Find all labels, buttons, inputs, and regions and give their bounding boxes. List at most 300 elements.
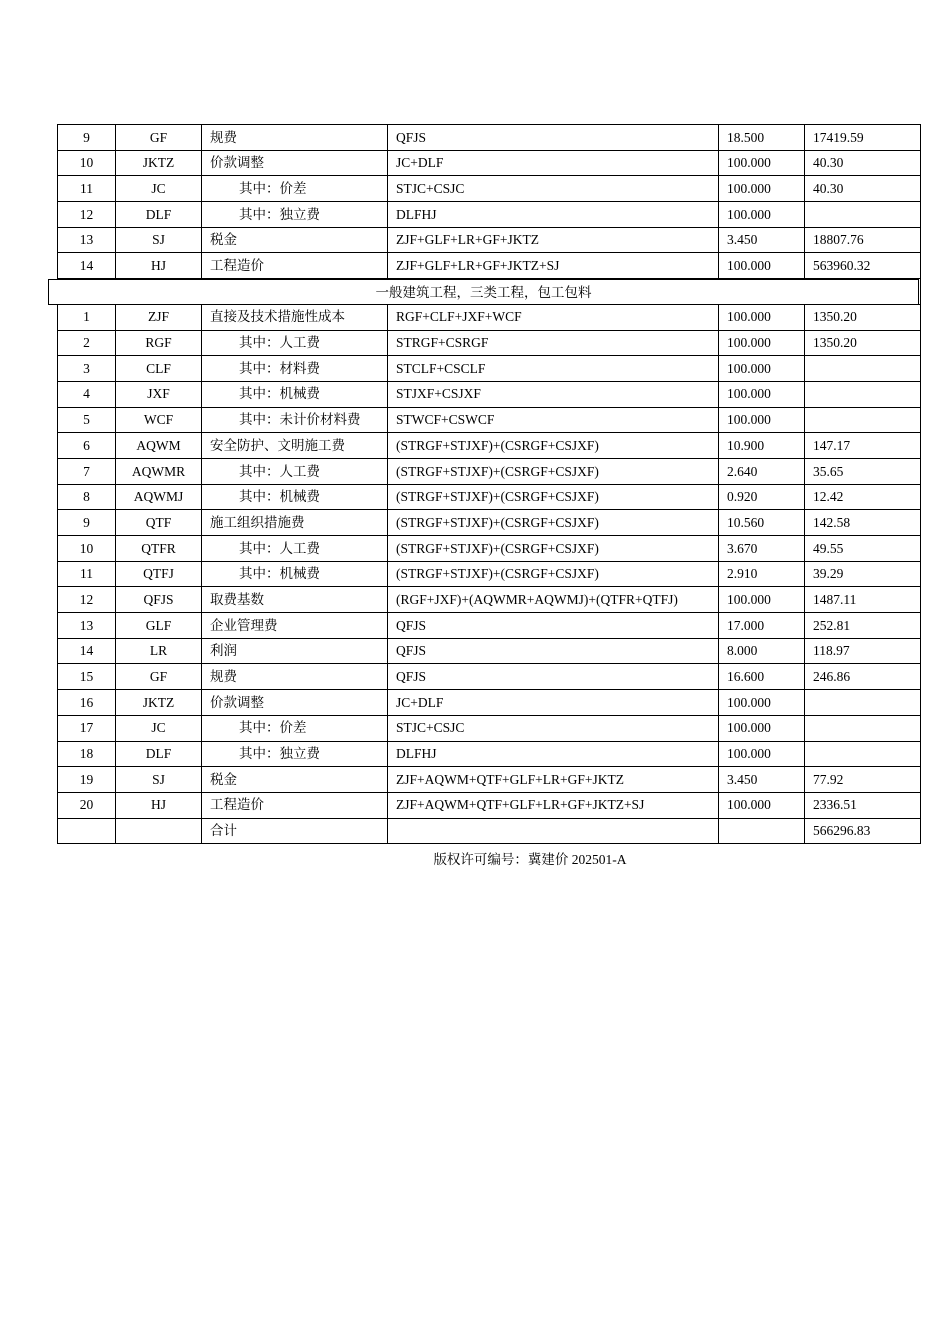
cell-text: (STRGF+STJXF)+(CSRGF+CSJXF) — [396, 489, 599, 505]
row-amount-cell — [805, 741, 921, 767]
cell-text: 其中：机械费 — [239, 489, 320, 505]
row-amount-cell — [805, 587, 921, 613]
cell-text: (STRGF+STJXF)+(CSRGF+CSJXF) — [396, 514, 599, 530]
table-row — [58, 253, 921, 279]
row-seq-cell — [58, 150, 116, 176]
cell-text: 566296.83 — [813, 823, 871, 839]
row-formula-cell — [388, 587, 719, 613]
row-amount-cell — [805, 767, 921, 793]
cell-text: 147.17 — [813, 437, 851, 453]
cell-text: (RGF+JXF)+(AQWMR+AQWMJ)+(QTFR+QTFJ) — [396, 591, 678, 607]
row-amount-cell — [805, 330, 921, 356]
row-code-cell — [116, 767, 202, 793]
row-name-cell — [202, 304, 388, 330]
row-seq-cell — [58, 458, 116, 484]
cell-text: 2 — [83, 335, 90, 351]
row-code-cell — [116, 613, 202, 639]
cell-text: 39.29 — [813, 566, 844, 582]
cell-text: 100.000 — [727, 360, 771, 376]
cell-text: 其中：价差 — [239, 720, 307, 736]
cell-text: 10 — [79, 540, 94, 556]
cell-text: 规费 — [210, 669, 237, 685]
cell-text: 9 — [83, 514, 90, 530]
cell-text: JXF — [147, 386, 170, 402]
cell-text: 取费基数 — [210, 591, 264, 607]
row-amount-cell — [805, 510, 921, 536]
row-formula-cell — [388, 433, 719, 459]
cell-text: 100.000 — [727, 206, 771, 222]
cell-text: 118.97 — [813, 643, 850, 659]
cell-text: 100.000 — [727, 797, 771, 813]
cell-text: 77.92 — [813, 771, 844, 787]
row-seq-cell — [58, 587, 116, 613]
row-code-cell — [116, 818, 202, 844]
cell-text: 40.30 — [813, 180, 844, 196]
row-code-cell — [116, 356, 202, 382]
cell-text: 其中：机械费 — [239, 386, 320, 402]
row-name-cell — [202, 356, 388, 382]
row-name-cell — [202, 484, 388, 510]
table-row — [58, 767, 921, 793]
row-seq-cell — [58, 638, 116, 664]
cell-text: 直接及技术措施性成本 — [210, 309, 345, 325]
row-code-cell — [116, 664, 202, 690]
cell-text: ZJF+GLF+LR+GF+JKTZ+SJ — [396, 258, 560, 274]
row-formula-cell — [388, 767, 719, 793]
cell-text: DLF — [145, 746, 172, 762]
row-seq-cell — [58, 536, 116, 562]
table-row — [58, 458, 921, 484]
row-seq-cell — [58, 330, 116, 356]
row-name-cell — [202, 536, 388, 562]
row-rate-cell — [719, 253, 805, 279]
table-row — [58, 561, 921, 587]
row-amount-cell — [805, 176, 921, 202]
cell-text: JKTZ — [142, 155, 175, 171]
row-rate-cell — [719, 304, 805, 330]
cell-text: 规费 — [210, 129, 237, 145]
row-formula-cell — [388, 458, 719, 484]
cell-text: JKTZ — [142, 694, 175, 710]
row-code-cell — [116, 638, 202, 664]
table-row — [58, 356, 921, 382]
cell-text: QFJS — [396, 643, 427, 659]
row-amount-cell — [805, 484, 921, 510]
cell-text: DLFHJ — [396, 206, 437, 222]
row-rate-cell — [719, 433, 805, 459]
row-rate-cell — [719, 330, 805, 356]
row-amount-cell — [805, 381, 921, 407]
row-formula-cell — [388, 818, 719, 844]
cell-text: SJ — [152, 771, 165, 787]
cell-text: 2.910 — [727, 566, 758, 582]
cell-text: (STRGF+STJXF)+(CSRGF+CSJXF) — [396, 540, 599, 556]
table-row — [58, 330, 921, 356]
row-seq-cell — [58, 741, 116, 767]
cell-text: 企业管理费 — [210, 617, 278, 633]
cell-text: STJXF+CSJXF — [396, 386, 481, 402]
row-rate-cell — [719, 613, 805, 639]
row-seq-cell — [58, 227, 116, 253]
cell-text: LR — [149, 643, 168, 659]
cell-text: (STRGF+STJXF)+(CSRGF+CSJXF) — [396, 437, 599, 453]
row-formula-cell — [388, 330, 719, 356]
row-code-cell — [116, 407, 202, 433]
row-name-cell — [202, 767, 388, 793]
row-amount-cell — [805, 433, 921, 459]
row-amount-cell — [805, 458, 921, 484]
row-seq-cell — [58, 253, 116, 279]
row-formula-cell — [388, 792, 719, 818]
cell-text: 18 — [79, 746, 94, 762]
cell-text: 3 — [83, 360, 90, 376]
table-row — [58, 510, 921, 536]
cell-text: 合计 — [210, 823, 237, 839]
cell-text: STWCF+CSWCF — [396, 412, 495, 428]
row-rate-cell — [719, 458, 805, 484]
row-formula-cell — [388, 125, 719, 151]
row-amount-cell — [805, 613, 921, 639]
table-row — [58, 407, 921, 433]
cell-text: 工程造价 — [210, 258, 264, 274]
cell-text: 利润 — [210, 643, 237, 659]
cell-text: 其中：人工费 — [239, 540, 320, 556]
row-formula-cell — [388, 202, 719, 228]
row-name-cell — [202, 150, 388, 176]
row-formula-cell — [388, 510, 719, 536]
row-formula-cell — [388, 227, 719, 253]
row-name-cell — [202, 433, 388, 459]
row-code-cell — [116, 381, 202, 407]
row-name-cell — [202, 381, 388, 407]
cell-text: 246.86 — [813, 669, 851, 685]
row-seq-cell — [58, 381, 116, 407]
row-seq-cell — [58, 561, 116, 587]
cell-text: QFJS — [143, 591, 174, 607]
row-formula-cell — [388, 561, 719, 587]
row-code-cell — [116, 741, 202, 767]
row-code-cell — [116, 561, 202, 587]
row-formula-cell — [388, 690, 719, 716]
cell-text: GLF — [145, 617, 172, 633]
row-code-cell — [116, 484, 202, 510]
row-code-cell — [116, 690, 202, 716]
row-rate-cell — [719, 715, 805, 741]
cell-text: 其中：独立费 — [239, 746, 320, 762]
cell-text: 1487.11 — [813, 591, 857, 607]
cell-text: AQWMR — [131, 463, 186, 479]
cell-text: 13 — [79, 617, 94, 633]
row-formula-cell — [388, 407, 719, 433]
row-code-cell — [116, 125, 202, 151]
table-row — [58, 715, 921, 741]
cell-text: RGF+CLF+JXF+WCF — [396, 309, 522, 325]
cell-text: 3.450 — [727, 232, 758, 248]
cell-text: 价款调整 — [210, 155, 264, 171]
row-seq-cell — [58, 176, 116, 202]
cell-text: 20 — [79, 797, 94, 813]
table-row — [58, 227, 921, 253]
row-name-cell — [202, 818, 388, 844]
row-formula-cell — [388, 613, 719, 639]
row-seq-cell — [58, 407, 116, 433]
table-row — [58, 613, 921, 639]
cell-text: 14 — [79, 643, 94, 659]
table-row — [58, 381, 921, 407]
row-rate-cell — [719, 767, 805, 793]
cell-text: 100.000 — [727, 694, 771, 710]
cell-text: SJ — [152, 232, 165, 248]
cell-text: JC+DLF — [396, 694, 444, 710]
row-amount-cell — [805, 150, 921, 176]
row-rate-cell — [719, 792, 805, 818]
cell-text: 10.900 — [727, 437, 765, 453]
row-amount-cell — [805, 227, 921, 253]
table-row — [58, 304, 921, 330]
row-seq-cell — [58, 664, 116, 690]
row-formula-cell — [388, 664, 719, 690]
cell-text: 100.000 — [727, 155, 771, 171]
row-rate-cell — [719, 381, 805, 407]
cell-text: 12 — [79, 206, 94, 222]
cell-text: 1350.20 — [813, 335, 857, 351]
cell-text: 3.670 — [727, 540, 758, 556]
row-code-cell — [116, 176, 202, 202]
copyright-note: 版权许可编号：冀建价 202501-A — [433, 852, 627, 867]
row-name-cell — [202, 587, 388, 613]
row-code-cell — [116, 304, 202, 330]
row-seq-cell — [58, 202, 116, 228]
row-seq-cell — [58, 792, 116, 818]
cell-text: 8 — [83, 489, 90, 505]
row-name-cell — [202, 458, 388, 484]
table-row — [58, 150, 921, 176]
cell-text: 19 — [79, 771, 94, 787]
row-amount-cell — [805, 792, 921, 818]
row-seq-cell — [58, 125, 116, 151]
cell-text: 100.000 — [727, 180, 771, 196]
cell-text: 18.500 — [727, 129, 765, 145]
cell-text: 11 — [80, 180, 93, 196]
row-amount-cell — [805, 664, 921, 690]
cell-text: 100.000 — [727, 309, 771, 325]
cell-text: 17.000 — [727, 617, 765, 633]
cell-text: 1350.20 — [813, 309, 857, 325]
cell-text: STRGF+CSRGF — [396, 335, 489, 351]
cell-text: 142.58 — [813, 514, 851, 530]
cell-text: HJ — [150, 797, 166, 813]
cell-text: CLF — [146, 360, 171, 376]
row-amount-cell — [805, 356, 921, 382]
row-seq-cell — [58, 690, 116, 716]
cell-text: 其中：未计价材料费 — [239, 412, 361, 428]
row-seq-cell — [58, 304, 116, 330]
row-rate-cell — [719, 664, 805, 690]
cell-text: QFJS — [396, 669, 427, 685]
cell-text: 100.000 — [727, 335, 771, 351]
cell-text: QTFJ — [143, 566, 174, 582]
cell-text: 6 — [83, 437, 90, 453]
cell-text: 14 — [79, 258, 94, 274]
cell-text: JC — [151, 720, 166, 736]
cell-text: 5 — [83, 412, 90, 428]
cell-text: 其中：独立费 — [239, 206, 320, 222]
cell-text: 16 — [79, 694, 94, 710]
row-rate-cell — [719, 407, 805, 433]
row-formula-cell — [388, 304, 719, 330]
row-seq-cell — [58, 715, 116, 741]
cell-text: QTFR — [141, 540, 176, 556]
cell-text: 10.560 — [727, 514, 765, 530]
row-code-cell — [116, 715, 202, 741]
row-code-cell — [116, 330, 202, 356]
cell-text: 3.450 — [727, 771, 758, 787]
row-seq-cell — [58, 356, 116, 382]
cell-text: ZJF+AQWM+QTF+GLF+LR+GF+JKTZ+SJ — [396, 797, 645, 813]
row-rate-cell — [719, 587, 805, 613]
cell-text: 0.920 — [727, 489, 758, 505]
row-amount-cell — [805, 125, 921, 151]
cell-text: 100.000 — [727, 412, 771, 428]
cell-text: 施工组织措施费 — [210, 514, 305, 530]
row-amount-cell — [805, 690, 921, 716]
row-formula-cell — [388, 176, 719, 202]
table-row — [58, 587, 921, 613]
row-formula-cell — [388, 381, 719, 407]
row-code-cell — [116, 202, 202, 228]
table-row — [58, 638, 921, 664]
cell-text: STJC+CSJC — [396, 720, 465, 736]
cell-text: ZJF+GLF+LR+GF+JKTZ — [396, 232, 539, 248]
table-row — [58, 664, 921, 690]
row-rate-cell — [719, 638, 805, 664]
cell-text: 其中：价差 — [239, 180, 307, 196]
row-seq-cell — [58, 484, 116, 510]
row-name-cell — [202, 741, 388, 767]
row-formula-cell — [388, 356, 719, 382]
cell-text: 税金 — [210, 771, 237, 787]
row-seq-cell — [58, 767, 116, 793]
cell-text: 49.55 — [813, 540, 844, 556]
cell-text: (STRGF+STJXF)+(CSRGF+CSJXF) — [396, 463, 599, 479]
row-formula-cell — [388, 150, 719, 176]
table-body — [58, 125, 921, 844]
row-name-cell — [202, 510, 388, 536]
row-formula-cell — [388, 741, 719, 767]
cell-text: 11 — [80, 566, 93, 582]
cell-text: 其中：人工费 — [239, 335, 320, 351]
row-code-cell — [116, 458, 202, 484]
cell-text: AQWM — [136, 437, 181, 453]
cell-text: 18807.76 — [813, 232, 864, 248]
cell-text: 563960.32 — [813, 258, 871, 274]
cell-text: 1 — [83, 309, 90, 325]
row-formula-cell — [388, 536, 719, 562]
cell-text: AQWMJ — [133, 489, 184, 505]
row-code-cell — [116, 433, 202, 459]
row-code-cell — [116, 536, 202, 562]
cell-text: JC — [151, 180, 166, 196]
cell-text: QTF — [145, 514, 172, 530]
cell-text: 8.000 — [727, 643, 758, 659]
cell-text: 2.640 — [727, 463, 758, 479]
row-amount-cell — [805, 715, 921, 741]
cell-text: 其中：机械费 — [239, 566, 320, 582]
table-row — [58, 792, 921, 818]
cell-text: DLF — [145, 206, 172, 222]
row-name-cell — [202, 227, 388, 253]
row-amount-cell — [805, 818, 921, 844]
cell-text: 12 — [79, 591, 94, 607]
row-name-cell — [202, 407, 388, 433]
row-rate-cell — [719, 227, 805, 253]
cell-text: WCF — [143, 412, 174, 428]
row-amount-cell — [805, 638, 921, 664]
row-rate-cell — [719, 484, 805, 510]
table-row — [58, 125, 921, 151]
table-row — [58, 818, 921, 844]
cell-text: 税金 — [210, 232, 237, 248]
row-rate-cell — [719, 176, 805, 202]
row-formula-cell — [388, 638, 719, 664]
row-amount-cell — [805, 202, 921, 228]
cell-text: 9 — [83, 129, 90, 145]
row-name-cell — [202, 613, 388, 639]
cell-text: 7 — [83, 463, 90, 479]
row-amount-cell — [805, 304, 921, 330]
row-seq-cell — [58, 510, 116, 536]
cell-text: 100.000 — [727, 746, 771, 762]
cell-text: 100.000 — [727, 720, 771, 736]
cell-text: STJC+CSJC — [396, 180, 465, 196]
row-name-cell — [202, 202, 388, 228]
cell-text: 工程造价 — [210, 797, 264, 813]
cell-text: 其中：人工费 — [239, 463, 320, 479]
row-name-cell — [202, 176, 388, 202]
row-name-cell — [202, 561, 388, 587]
row-formula-cell — [388, 715, 719, 741]
cell-text: 其中：材料费 — [239, 360, 320, 376]
row-name-cell — [202, 330, 388, 356]
row-amount-cell — [805, 561, 921, 587]
row-code-cell — [116, 150, 202, 176]
cell-text: 17 — [79, 720, 94, 736]
cell-text: ZJF+AQWM+QTF+GLF+LR+GF+JKTZ — [396, 771, 624, 787]
row-rate-cell — [719, 818, 805, 844]
cell-text: GF — [149, 669, 168, 685]
cell-text: 100.000 — [727, 591, 771, 607]
table-row — [58, 741, 921, 767]
cell-text: STCLF+CSCLF — [396, 360, 486, 376]
cell-text: 252.81 — [813, 617, 851, 633]
row-name-cell — [202, 715, 388, 741]
row-amount-cell — [805, 407, 921, 433]
cell-text: 12.42 — [813, 489, 844, 505]
cell-text: 4 — [83, 386, 90, 402]
table-row — [58, 484, 921, 510]
row-rate-cell — [719, 690, 805, 716]
table-row — [58, 176, 921, 202]
row-code-cell — [116, 792, 202, 818]
row-amount-cell — [805, 253, 921, 279]
row-rate-cell — [719, 150, 805, 176]
row-formula-cell — [388, 253, 719, 279]
cell-text: 2336.51 — [813, 797, 857, 813]
cell-text: 100.000 — [727, 258, 771, 274]
row-rate-cell — [719, 741, 805, 767]
row-name-cell — [202, 125, 388, 151]
row-code-cell — [116, 587, 202, 613]
